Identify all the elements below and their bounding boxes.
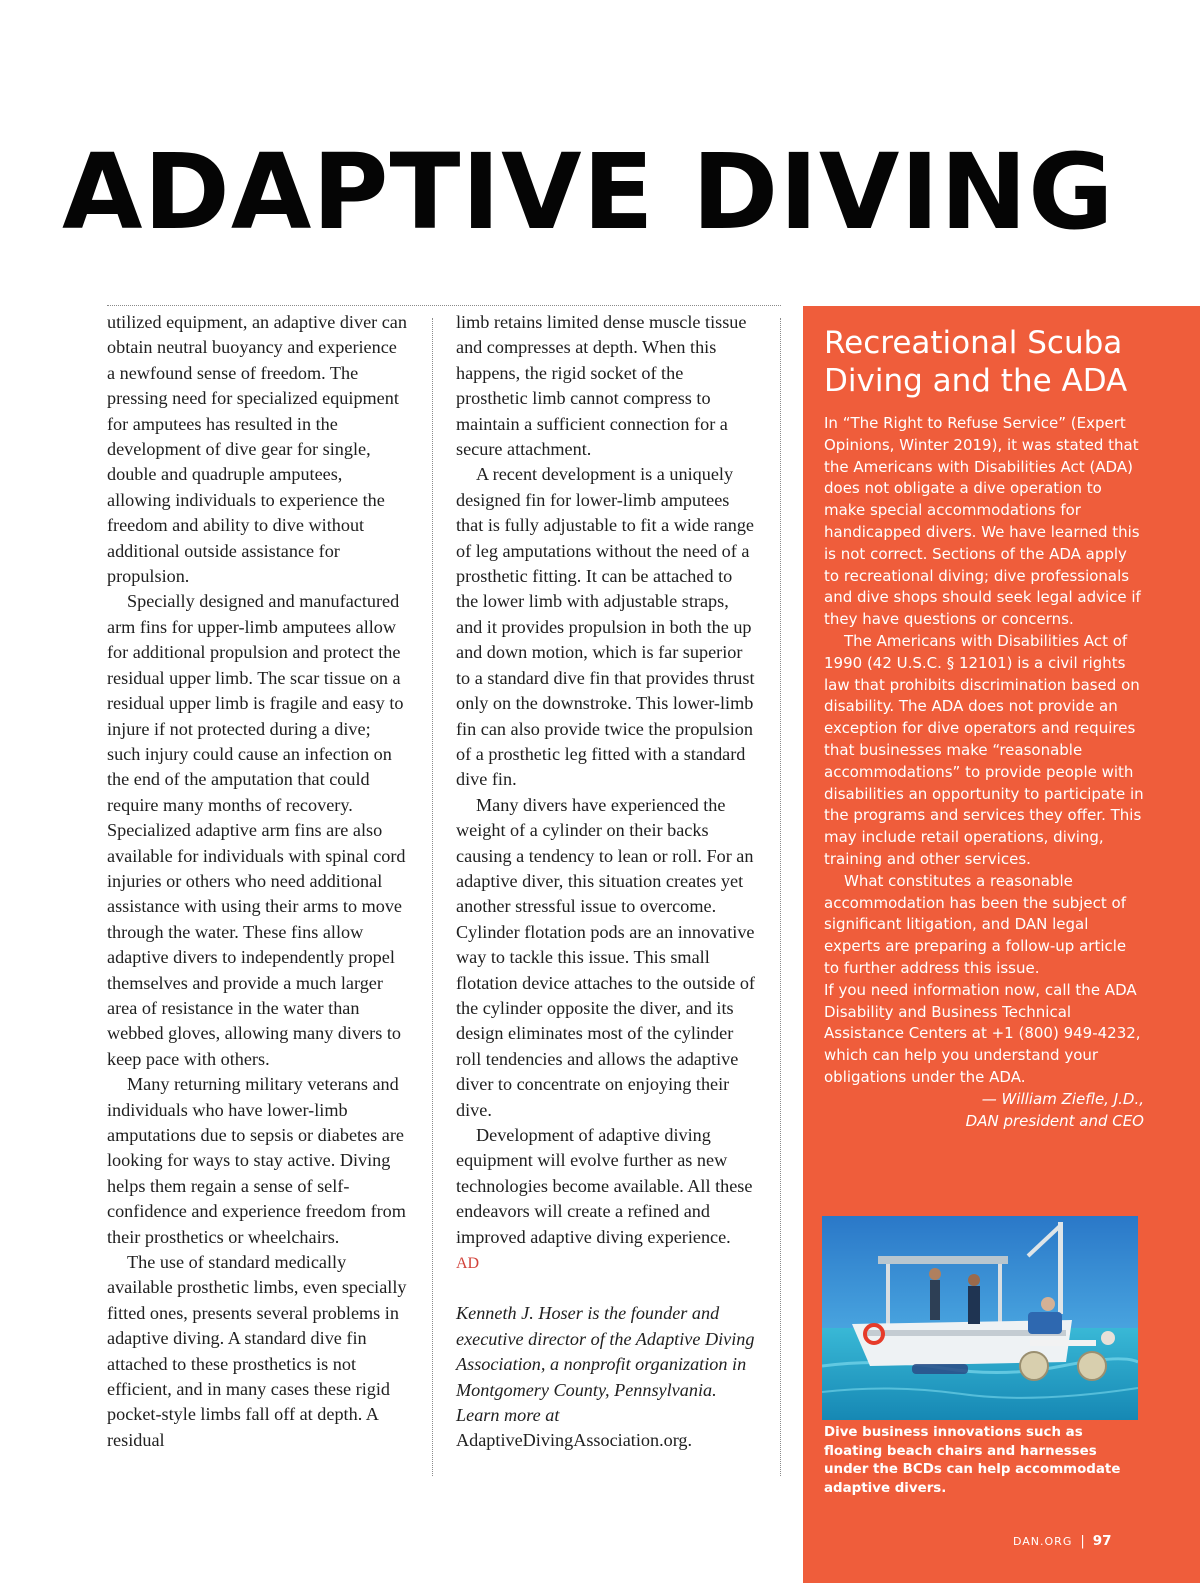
column-divider	[432, 318, 433, 1476]
body-paragraph-final	[456, 1123, 756, 1276]
sidebar-paragraph: In “The Right to Refuse Service” (Expert Opinions, Winter 2019), it was stated that the Americans with Disabilities Act (ADA) does not obligate a dive operation to make special accommodations for handicapped divers. We have learned this is not correct. Sections of the ADA apply to recreational diving; dive professionals and dive shops should seek legal advice if they have questions or concerns.	[824, 414, 1141, 629]
body-paragraph: utilized equipment, an adaptive diver can obtain neutral buoyancy and experience a newfound sense of freedom. The pressing need for specialized equipment for amputees has resulted in the development of dive gear for single, double and quadruple amputees, allowing individuals to experience the freedom and ability to dive without additional outside assistance for propulsion.	[107, 312, 407, 587]
column-divider-right	[780, 318, 781, 1476]
author-bio	[456, 1301, 756, 1453]
sidebar-paragraph: The Americans with Disabilities Act of 1990 (42 U.S.C. § 12101) is a civil rights law that prohibits discrimination based on disability. The ADA does not provide an exception for dive operators and requires that businesses make “reasonable accommodations” to provide people with disabilities an opportunity to participate in the programs and services they offer. This may include retail operations, diving, training and other services.	[824, 631, 1144, 868]
end-mark: AD	[456, 1255, 480, 1273]
site-name[interactable]: DAN.ORG	[1013, 1535, 1073, 1548]
final-paragraph-text: Development of adaptive diving equipment will evolve further as new technologies become available. All these endeavors will create a refined and improved adaptive diving experience.	[456, 1125, 753, 1247]
sidebar-body	[824, 413, 1144, 1132]
body-paragraph: limb retains limited dense muscle tissue and compresses at depth. When this happens, the rigid socket of the prosthetic limb cannot compress to maintain a sufficient connection for a secure attachment.	[456, 312, 747, 460]
article-column-1	[107, 310, 407, 1453]
body-paragraph: A recent development is a uniquely designed fin for lower-limb amputees that is fully adjustable to fit a wide range of leg amputations without the need of a prosthetic fitting. It can be attached to the lower limb with adjustable straps, and it provides propulsion in both the up and down motion, which is far superior to a standard dive fin that provides thrust only on the downstroke. This lower-limb fin can also provide twice the propulsion of a prosthetic leg fitted with a standard dive fin.	[456, 464, 755, 790]
body-paragraph: The use of standard medically available prosthetic limbs, even specially fitted ones, presents several problems in adaptive diving. A standard dive fin attached to these prosthetics is not efficient, and in many cases these rigid pocket-style limbs fall off at depth. A residual	[107, 1252, 407, 1450]
dive-boat-photo	[822, 1216, 1138, 1420]
association-link[interactable]: AdaptiveDivingAssociation.org.	[456, 1430, 693, 1451]
signature-name: — William Ziefle, J.D.,	[981, 1089, 1144, 1108]
headline: ADAPTIVE DIVING	[62, 131, 1115, 253]
sidebar-paragraph: If you need information now, call the ADA Disability and Business Technical Assistance Centers at +1 (800) 949-4232, which can help you understand your obligations under the ADA.	[824, 980, 1141, 1086]
body-paragraph: Many divers have experienced the weight of a cylinder on their backs causing a tendency to lean or roll. For an adaptive diver, this situation creates yet another stressful issue to overcome. Cylinder flotation pods are an innovative way to tackle this issue. This small flotation device attaches to the outside of the cylinder opposite the diver, and its design eliminates most of the cylinder roll tendencies and allows the adaptive diver to concentrate on enjoying their dive.	[456, 794, 755, 1120]
sidebar-paragraph: What constitutes a reasonable accommodation has been the subject of significant litigation, and DAN legal experts are preparing a follow-up article to further address this issue.	[824, 871, 1127, 977]
author-bio-text: Kenneth J. Hoser is the founder and executive director of the Adaptive Diving Association, a nonprofit organization in Montgomery County, Pennsylvania. Learn more at	[456, 1303, 755, 1426]
article-column-2	[456, 310, 756, 1454]
page-folio	[1013, 1530, 1183, 1549]
sidebar-title: Recreational Scuba Diving and the ADA	[824, 325, 1128, 399]
body-paragraph: Many returning military veterans and individuals who have lower-limb amputations due to sepsis or diabetes are looking for ways to stay active. Diving helps them regain a sense of self-confidence and experience freedom from their prosthetics or wheelchairs.	[107, 1074, 406, 1247]
photo-caption: Dive business innovations such as floating beach chairs and harnesses under the BCDs can help accommodate adaptive divers.	[824, 1425, 1121, 1496]
ada-sidebar	[803, 306, 1200, 1583]
signature-title: DAN president and CEO	[965, 1111, 1144, 1130]
column-top-rule	[107, 305, 781, 306]
body-paragraph: Specially designed and manufactured arm fins for upper-limb amputees allow for additional propulsion and protect the residual upper limb. The scar tissue on a residual upper limb is fragile and easy to injure if not protected during a dive; such injury could cause an infection on the end of the amputation that could require many months of recovery. Specialized adaptive arm fins are also available for individuals with spinal cord injuries or others who need additional assistance with using their arms to move through the water. These fins allow adaptive divers to independently propel themselves and provide a much larger area of resistance in the water than webbed gloves, allowing many divers to keep pace with others.	[107, 591, 406, 1069]
folio-separator: |	[1080, 1534, 1085, 1549]
page-number: 97	[1092, 1533, 1112, 1549]
